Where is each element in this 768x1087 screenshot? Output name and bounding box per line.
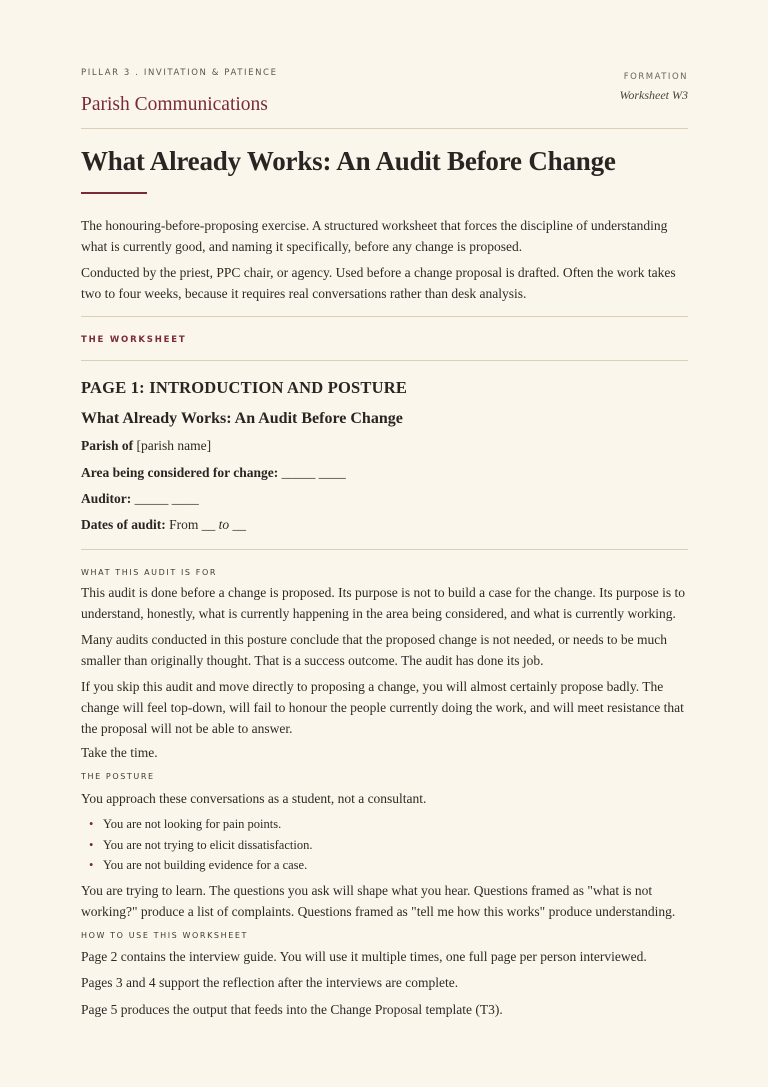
meta-worksheet-id: Worksheet W3 [619,88,688,102]
posture-label: THE POSTURE [81,772,155,781]
field-dates [81,515,246,535]
howto-paragraph-3: Page 5 produces the output that feeds into the Change Proposal template (T3). [81,1002,503,1017]
purpose-paragraph-2: Many audits conducted in this posture conclude that the proposed change is not needed, or needs to be much smaller than originally thought. That is a success outcome. The audit has done its job. [81,632,667,668]
field-label: Auditor: [81,491,132,506]
field-value: _____ ____ [131,491,199,506]
field-parish [81,436,211,456]
intro-paragraph-1: The honouring-before-proposing exercise. A structured worksheet that forces the discipline of understanding what is currently good, and naming it specifically, before any change is proposed. [81,218,668,254]
page1-subheading: What Already Works: An Audit Before Change [81,410,403,427]
purpose-paragraph-1: This audit is done before a change is proposed. Its purpose is not to build a case for the change. Its purpose is to understand, honestly, what is currently happening in the area being considered, and what is currently working. [81,585,685,621]
field-auditor [81,489,199,509]
purpose-label: WHAT THIS AUDIT IS FOR [81,568,218,577]
header-divider [81,128,688,129]
pillar-eyebrow: PILLAR 3 . INVITATION & PATIENCE [81,68,278,78]
meta-label: FORMATION [623,72,688,82]
purpose-paragraph-3: If you skip this audit and move directly to proposing a change, you will almost certainly propose badly. The change will feel top-down, will fail to honour the people currently doing the work, and will meet resistance that the proposal will not be able to answer. [81,679,684,736]
howto-paragraph-1: Page 2 contains the interview guide. You will use it multiple times, one full page per person interviewed. [81,949,647,964]
section-divider [81,316,688,317]
howto-label: HOW TO USE THIS WORKSHEET [81,931,249,940]
intro-paragraph-2: Conducted by the priest, PPC chair, or agency. Used before a change proposal is drafted. Often the work takes two to four weeks, because it requires real conversations rather than desk analysis. [81,265,676,301]
section-divider [81,549,688,550]
section-divider [81,360,688,361]
page-title: What Already Works: An Audit Before Change [81,146,616,176]
worksheet-section-label: THE WORKSHEET [81,335,187,345]
brand-title: Parish Communications [81,94,268,115]
purpose-paragraph-4: Take the time. [81,745,158,760]
field-value: [parish name] [133,438,212,453]
field-value-tail: __ [229,517,247,532]
posture-bullet-list [89,814,312,876]
field-value-italic: to [218,517,230,532]
field-value: From __ [165,517,219,532]
field-value: _____ ____ [278,465,346,480]
list-item: • You are not looking for pain points. [89,814,312,835]
howto-paragraph-2: Pages 3 and 4 support the reflection after the interviews are complete. [81,975,459,990]
posture-closing: You are trying to learn. The questions you ask will shape what you hear. Questions framed as "what is not working?" produce a list of complaints. Questions framed as "tell me how this works" produce understanding. [81,883,676,919]
title-accent-rule [81,192,147,194]
field-area [81,463,346,483]
field-label: Dates of audit: [81,517,166,532]
field-label: Parish of [81,438,134,453]
worksheet-meta [619,72,688,103]
list-item: • You are not building evidence for a case. [89,855,312,876]
page1-heading: PAGE 1: INTRODUCTION AND POSTURE [81,378,408,397]
posture-lead: You approach these conversations as a student, not a consultant. [81,791,427,806]
field-label: Area being considered for change: [81,465,279,480]
list-item: • You are not trying to elicit dissatisfaction. [89,835,312,856]
